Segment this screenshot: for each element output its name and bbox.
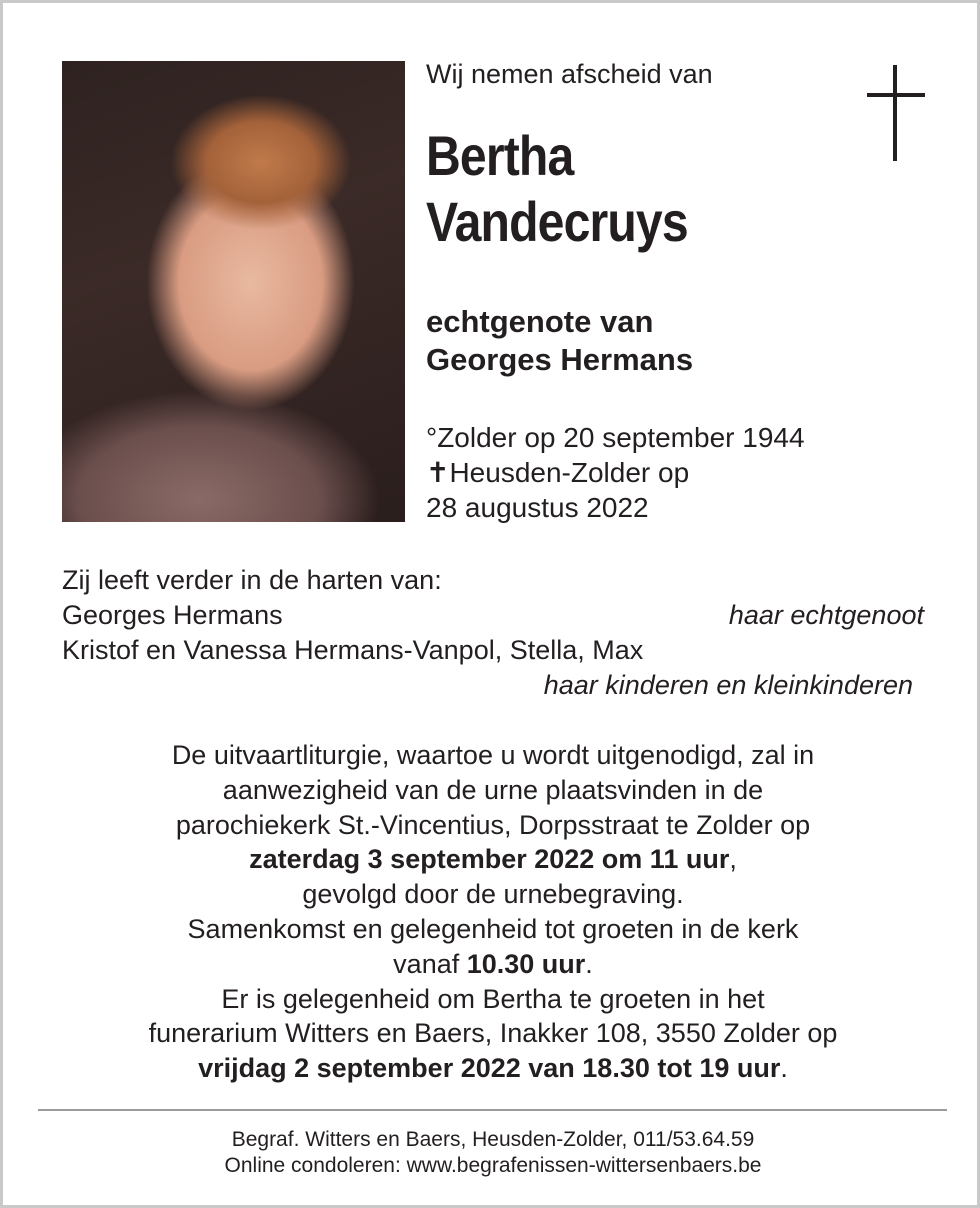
- visitation-time: vrijdag 2 september 2022 van 18.30 tot 19 uur: [198, 1053, 781, 1084]
- portrait-photo: [62, 61, 405, 522]
- service-line: parochiekerk St.-Vincentius, Dorpsstraat te Zolder op: [175, 809, 811, 840]
- visitation-line: vrijdag 2 september 2022 van 18.30 tot 19 uur.: [198, 1053, 788, 1084]
- gathering-time-line: vanaf 10.30 uur.: [393, 948, 593, 979]
- intro-text: Wij nemen afscheid van: [426, 59, 713, 89]
- survivors-list: [62, 563, 924, 703]
- spouse-info: [426, 303, 693, 379]
- service-line: aanwezigheid van de urne plaatsvinden in de: [222, 774, 764, 805]
- survivors-heading: Zij leeft verder in de harten van:: [62, 565, 442, 595]
- funeral-home-footer: [43, 1127, 943, 1179]
- service-line: De uitvaartliturgie, waartoe u wordt uitgenodigd, zal in: [171, 740, 815, 770]
- spouse-line-2: Georges Hermans: [426, 342, 694, 377]
- service-line: Er is gelegenheid om Bertha te groeten in het: [221, 983, 765, 1014]
- death-place: ✝Heusden-Zolder op: [426, 457, 690, 488]
- survivor-names: Kristof en Vanessa Hermans-Vanpol, Stella, Max: [62, 635, 644, 665]
- survivor-entry-role-row: [62, 668, 924, 703]
- death-date: 28 augustus 2022: [426, 492, 649, 523]
- service-line: gevolgd door de urnebegraving.: [302, 879, 684, 910]
- first-name: Bertha: [426, 124, 574, 187]
- service-line: funerarium Witters en Baers, Inakker 108, 3550 Zolder op: [148, 1018, 838, 1049]
- survivor-entry: [62, 598, 924, 633]
- spouse-line-1: echtgenote van: [426, 304, 654, 339]
- survivor-role: haar kinderen en kleinkinderen: [543, 670, 913, 700]
- birth-date: °Zolder op 20 september 1944: [426, 422, 805, 453]
- divider: [38, 1109, 947, 1111]
- service-details: [43, 738, 943, 1086]
- life-dates: [426, 420, 805, 525]
- service-line: Samenkomst en gelegenheid tot groeten in de kerk: [187, 913, 799, 944]
- cross-icon: [867, 65, 925, 161]
- gathering-time: 10.30 uur: [466, 948, 586, 979]
- online-condolence: Online condoleren: www.begrafenissen-wittersenbaers.be: [224, 1154, 762, 1177]
- survivor-role: haar echtgenoot: [728, 600, 924, 630]
- service-date-line: zaterdag 3 september 2022 om 11 uur,: [249, 844, 737, 875]
- survivor-names: Georges Hermans: [62, 600, 283, 630]
- funeral-home-contact: Begraf. Witters en Baers, Heusden-Zolder, 011/53.64.59: [231, 1128, 755, 1151]
- service-date: zaterdag 3 september 2022 om 11 uur: [249, 844, 730, 875]
- last-name: Vandecruys: [426, 190, 688, 253]
- deceased-name: [426, 123, 688, 255]
- survivor-entry: [62, 633, 924, 668]
